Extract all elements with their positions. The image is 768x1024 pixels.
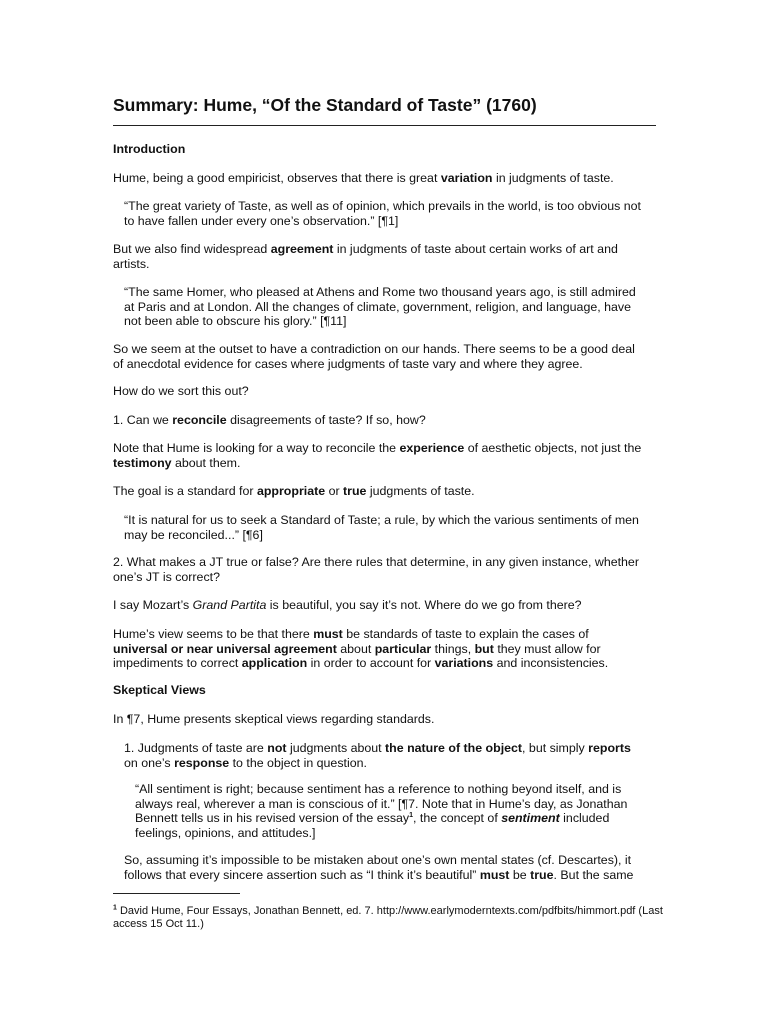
footnote-divider xyxy=(113,893,240,894)
paragraph-mental-states: So, assuming it’s impossible to be mistaken about one’s own mental states (cf. Descartes), it follows that every sincere assertion such as “I think it’s beautiful” must be true. But the same xyxy=(124,853,634,882)
footnote-reference[interactable]: 1 xyxy=(409,812,414,820)
footnote-marker: 1 xyxy=(113,904,117,912)
question-reconcile: 1. Can we reconcile disagreements of taste? If so, how? xyxy=(113,413,426,427)
paragraph-skeptical-intro: In ¶7, Hume presents skeptical views regarding standards. xyxy=(113,712,435,726)
blockquote-great-variety: “The great variety of Taste, as well as of opinion, which prevails in the world, is too obvious not to have fallen under every one’s observation.” [¶1] xyxy=(124,199,641,228)
paragraph-variation: Hume, being a good empiricist, observes that there is great variation in judgments of taste. xyxy=(113,171,614,185)
footnote xyxy=(113,905,673,931)
paragraph-experience: Note that Hume is looking for a way to reconcile the experience of aesthetic objects, not just the testimony about them. xyxy=(113,441,642,470)
blockquote-standard-of-taste: “It is natural for us to seek a Standard of Taste; a rule, by which the various sentiments of men may be reconciled...” [¶6] xyxy=(124,513,639,542)
paragraph-goal: The goal is a standard for appropriate or true judgments of taste. xyxy=(113,484,475,498)
list-item-judgments-of-taste: 1. Judgments of taste are not judgments about the nature of the object, but simply reports on one’s response to the object in question. xyxy=(124,741,631,770)
page-title: Summary: Hume, “Of the Standard of Taste” (1760) xyxy=(113,95,537,115)
paragraph-sort-out: How do we sort this out? xyxy=(113,384,249,398)
paragraph-humes-view: Hume’s view seems to be that there must be standards of taste to explain the cases of universal or near universal agreement about particular things, but they must allow for impediments to correct application in order to account for variations and inconsistencies. xyxy=(113,627,609,671)
paragraph-mozart: I say Mozart’s Grand Partita is beautiful, you say it’s not. Where do we go from there? xyxy=(113,598,582,612)
section-heading-skeptical-views: Skeptical Views xyxy=(113,683,206,697)
title-divider xyxy=(113,125,656,126)
blockquote-all-sentiment: “All sentiment is right; because sentiment has a reference to nothing beyond itself, and is always real, wherever a man is conscious of it.” [¶7. Note that in Hume’s day, as Jonathan Bennett tells us in his revised version of the essay$^1$, the concept of sentiment included feelings, opinions, and attitudes.] xyxy=(135,782,628,840)
question-true-or-false: 2. What makes a JT true or false? Are there rules that determine, in any given instance, whether one’s JT is correct? xyxy=(113,555,639,584)
blockquote-homer: “The same Homer, who pleased at Athens and Rome two thousand years ago, is still admired at Paris and at London. All the changes of climate, government, religion, and language, have not been able to obscure his glory.” [¶11] xyxy=(124,285,636,329)
footnote-text: David Hume, Four Essays, Jonathan Bennett, ed. 7. http://www.earlymoderntexts.com/pdfbits/himmort.pdf (Last access 15 Oct 11.) xyxy=(113,905,663,930)
paragraph-contradiction: So we seem at the outset to have a contradiction on our hands. There seems to be a good deal of anecdotal evidence for cases where judgments of taste vary and where they agree. xyxy=(113,342,635,371)
section-heading-introduction: Introduction xyxy=(113,142,186,156)
paragraph-agreement: But we also find widespread agreement in judgments of taste about certain works of art and artists. xyxy=(113,242,618,271)
